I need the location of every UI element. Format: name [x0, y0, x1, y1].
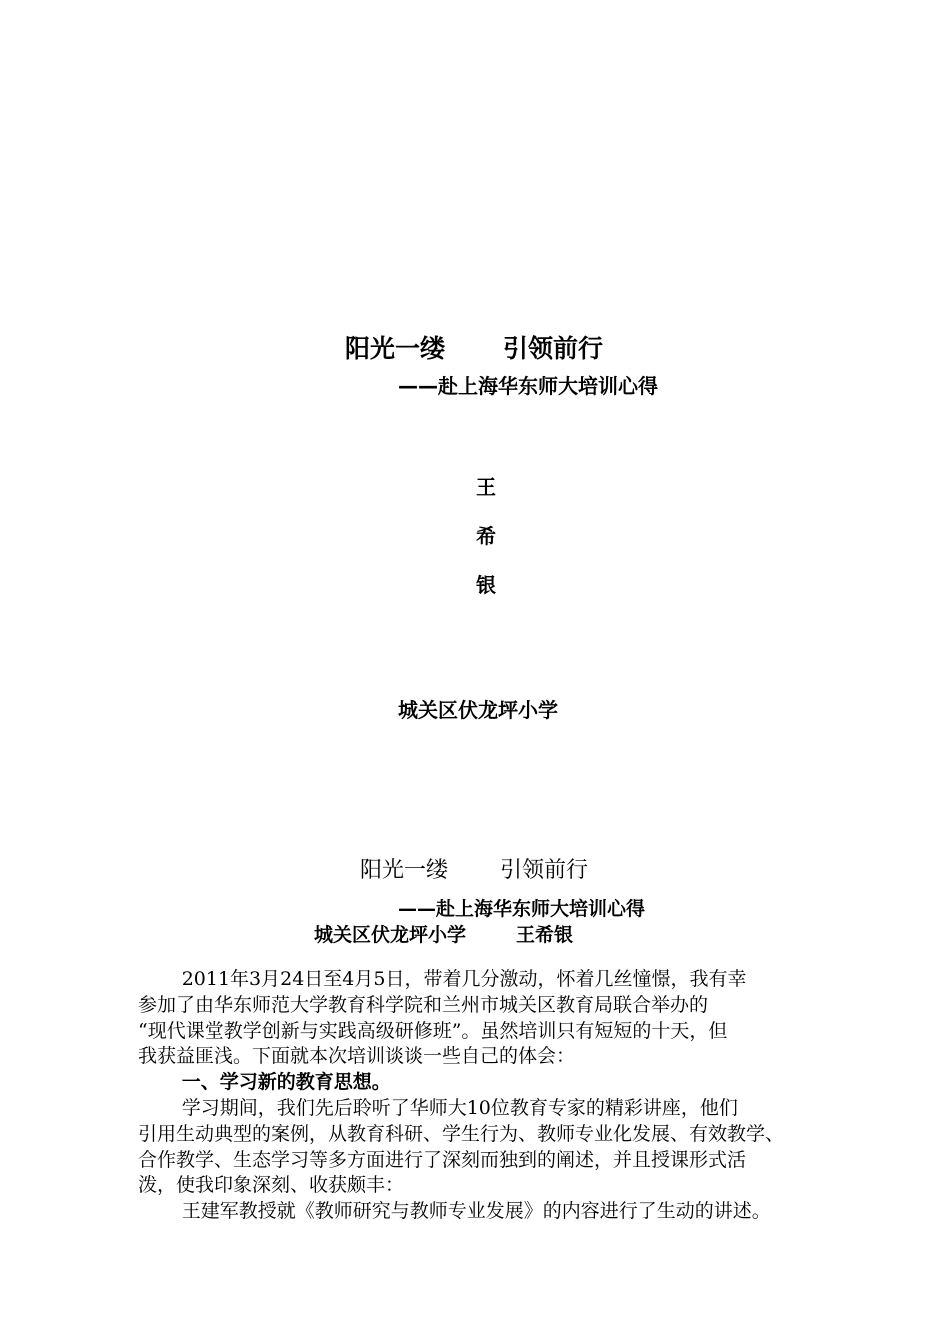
paragraph-line: 泼，使我印象深刻、收获颇丰：: [138, 1174, 405, 1197]
cover-subtitle: ——赴上海华东师大培训心得: [398, 374, 658, 398]
byline-author: 王希银: [516, 924, 574, 946]
cover-author-char-2: 希: [476, 524, 496, 548]
cover-author-char-3: 银: [476, 573, 496, 597]
article-subtitle: ——赴上海华东师大培训心得: [398, 898, 646, 920]
article-body: [138, 967, 850, 1225]
article-title-part2: 引领前行: [500, 858, 589, 883]
paragraph-lectures: [138, 1096, 850, 1199]
paragraph-line: “现代课堂教学创新与实践高级研修班”。虽然培训只有短短的十天，但: [138, 1019, 728, 1042]
article-byline: [314, 922, 573, 948]
paragraph-line: 学习期间，我们先后聆听了华师大10位教育专家的精彩讲座，他们: [181, 1096, 738, 1119]
paragraph-line: 合作教学、生态学习等多方面进行了深刻而独到的阐述，并且授课形式活: [138, 1148, 747, 1171]
paragraph-line: 参加了由华东师范大学教育科学院和兰州市城关区教育局联合举办的: [138, 993, 709, 1016]
cover-title: [345, 332, 603, 366]
article-title-part1: 阳光一缕: [360, 858, 449, 883]
cover-author-char-1: 王: [476, 475, 496, 499]
cover-title-part2: 引领前行: [503, 334, 604, 363]
byline-school: 城关区伏龙坪小学: [314, 924, 467, 946]
section-heading-1: 一、学习新的教育思想。: [181, 1071, 391, 1094]
paragraph-intro: [138, 967, 850, 1070]
cover-school: 城关区伏龙坪小学: [398, 698, 558, 722]
paragraph-line: 引用生动典型的案例，从教育科研、学生行为、教师专业化发展、有效教学、: [138, 1122, 785, 1145]
article-title: [360, 856, 588, 886]
paragraph-line: 2011年3月24日至4月5日，带着几分激动，怀着几丝憧憬，我有幸: [181, 968, 747, 990]
paragraph-line: 王建军教授就《教师研究与教师专业发展》的内容进行了生动的讲述。: [181, 1200, 771, 1223]
paragraph-line: 我获益匪浅。下面就本次培训谈谈一些自己的体会：: [138, 1045, 576, 1068]
paragraph-wang: [138, 1199, 850, 1225]
cover-title-part1: 阳光一缕: [345, 334, 446, 363]
